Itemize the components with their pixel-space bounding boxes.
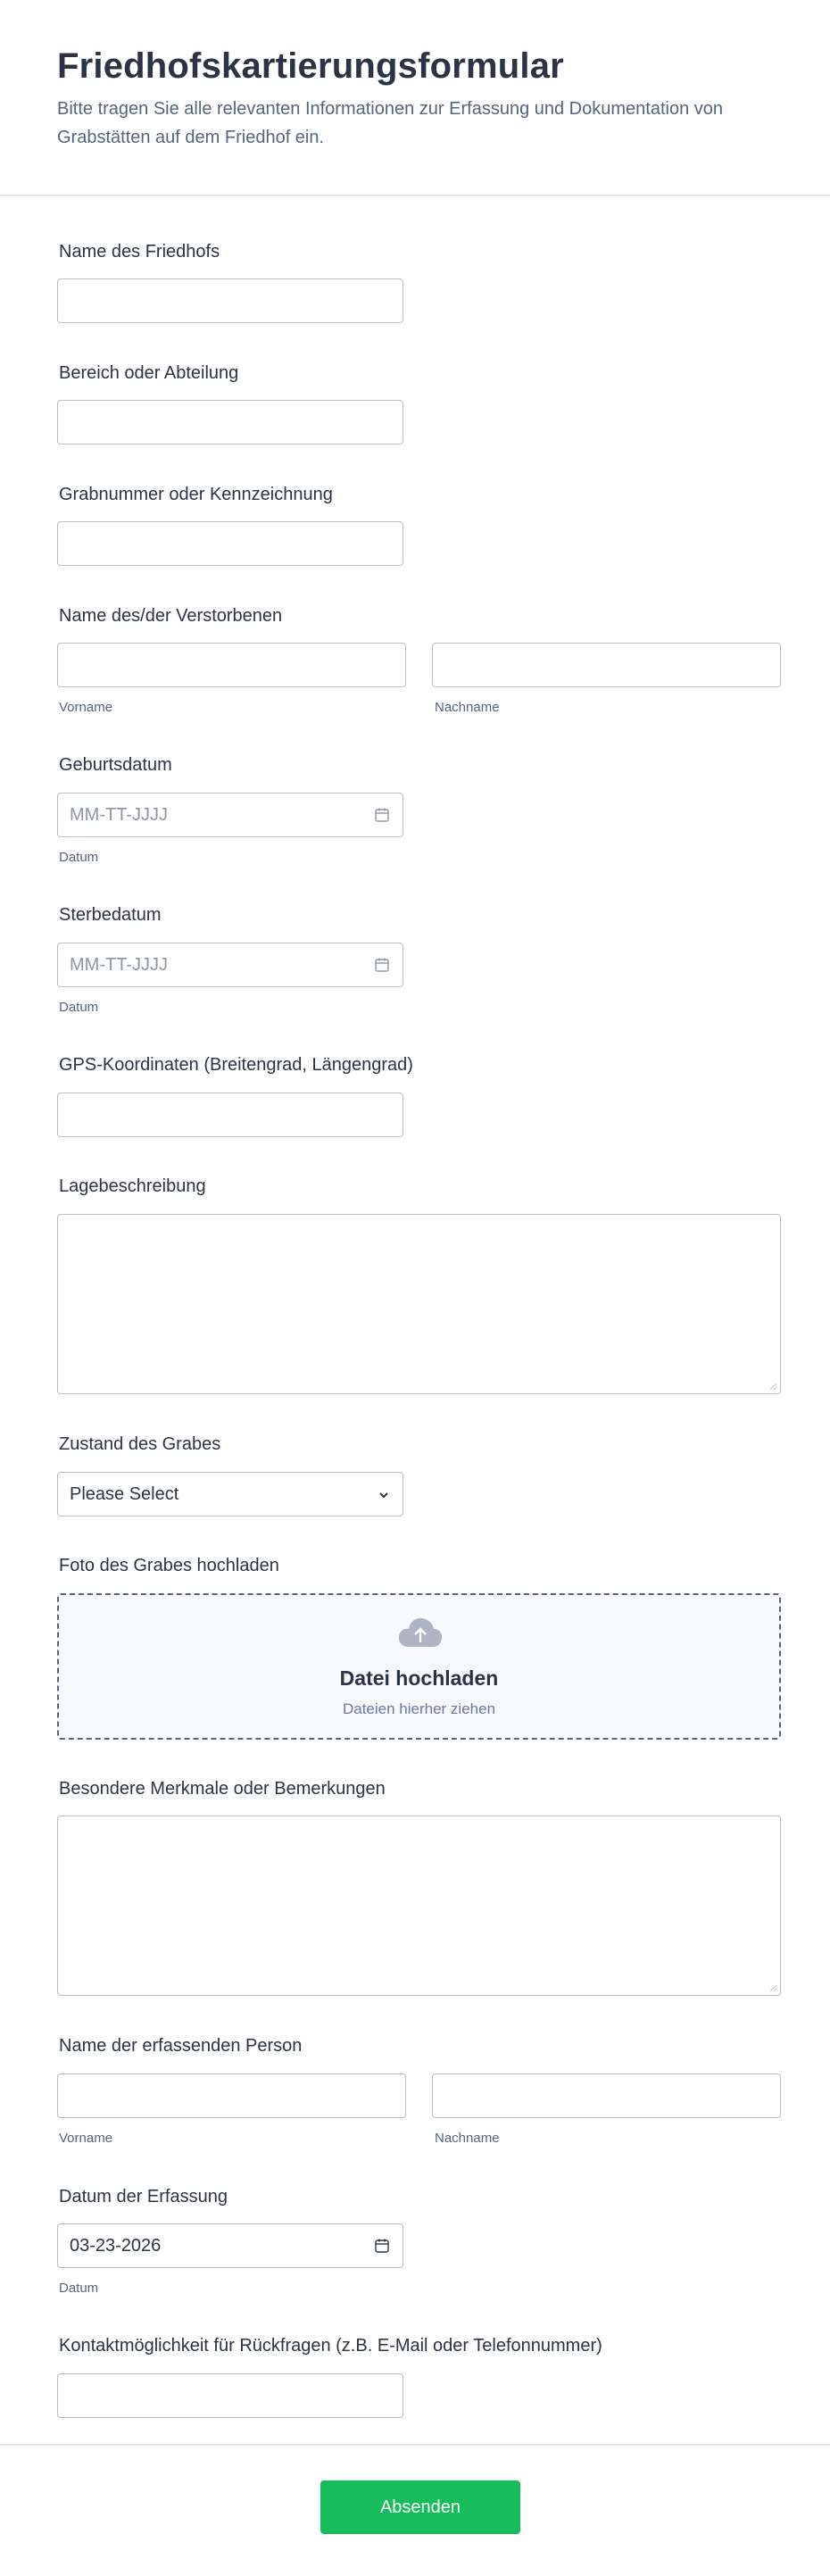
recorder-first-name-input[interactable] xyxy=(57,2073,406,2118)
location-description-textarea[interactable] xyxy=(57,1214,781,1394)
form-description: Bitte tragen Sie alle relevanten Informationen zur Erfassung und Dokumentation von Grabstätten auf dem Friedhof ein. xyxy=(57,99,723,147)
contact-label: Kontaktmöglichkeit für Rückfragen (z.B. E-Mail oder Telefonnummer) xyxy=(59,2336,602,2356)
calendar-icon[interactable] xyxy=(374,957,390,973)
cemetery-name-input[interactable] xyxy=(57,278,403,323)
cloud-upload-icon xyxy=(396,1615,444,1650)
recorder-last-name-sublabel: Nachname xyxy=(435,2131,500,2146)
birth-date-placeholder: MM-TT-JJJJ xyxy=(70,805,168,825)
recorder-name-label: Name der erfassenden Person xyxy=(59,2036,303,2056)
contact-input[interactable] xyxy=(57,2373,403,2418)
grave-number-input[interactable] xyxy=(57,521,403,566)
resize-grip-icon[interactable] xyxy=(768,1983,777,1992)
deceased-first-name-input[interactable] xyxy=(57,643,406,687)
grave-condition-label: Zustand des Grabes xyxy=(59,1434,221,1454)
birth-date-sublabel: Datum xyxy=(59,850,99,865)
submit-button[interactable]: Absenden xyxy=(320,2480,520,2534)
section-input[interactable] xyxy=(57,400,403,445)
record-date-value: 03-23-2026 xyxy=(70,2236,162,2256)
deceased-last-name-sublabel: Nachname xyxy=(435,700,500,715)
death-date-sublabel: Datum xyxy=(59,1000,99,1015)
recorder-last-name-input[interactable] xyxy=(432,2073,781,2118)
gps-label: GPS-Koordinaten (Breitengrad, Längengrad) xyxy=(59,1055,413,1075)
photo-upload-dropzone[interactable] xyxy=(57,1593,781,1740)
record-date-label: Datum der Erfassung xyxy=(59,2187,228,2206)
form-header xyxy=(0,0,830,196)
deceased-first-name-sublabel: Vorname xyxy=(59,700,113,715)
grave-condition-select[interactable] xyxy=(57,1472,403,1517)
death-date-input[interactable] xyxy=(57,943,403,987)
death-date-label: Sterbedatum xyxy=(59,905,162,925)
upload-title: Datei hochladen xyxy=(339,1666,499,1690)
photo-upload-label: Foto des Grabes hochladen xyxy=(59,1556,279,1575)
gps-input[interactable] xyxy=(57,1093,403,1137)
remarks-label: Besondere Merkmale oder Bemerkungen xyxy=(59,1779,386,1799)
record-date-sublabel: Datum xyxy=(59,2281,99,2296)
remarks-textarea[interactable] xyxy=(57,1816,781,1996)
birth-date-label: Geburtsdatum xyxy=(59,755,172,775)
grave-condition-value: Please Select xyxy=(70,1484,179,1504)
deceased-name-label: Name des/der Verstorbenen xyxy=(59,606,283,626)
resize-grip-icon[interactable] xyxy=(768,1382,777,1391)
location-description-label: Lagebeschreibung xyxy=(59,1176,206,1196)
cemetery-name-label: Name des Friedhofs xyxy=(59,242,220,262)
deceased-last-name-input[interactable] xyxy=(432,643,781,687)
chevron-down-icon xyxy=(376,1487,392,1503)
form-title: Friedhofskartierungsformular xyxy=(57,46,564,86)
birth-date-input[interactable] xyxy=(57,793,403,837)
record-date-input[interactable] xyxy=(57,2223,403,2268)
form-footer xyxy=(0,2444,830,2576)
death-date-placeholder: MM-TT-JJJJ xyxy=(70,955,168,975)
calendar-icon[interactable] xyxy=(374,2238,390,2254)
calendar-icon[interactable] xyxy=(374,807,390,823)
upload-hint: Dateien hierher ziehen xyxy=(342,1700,496,1717)
section-label: Bereich oder Abteilung xyxy=(59,363,239,383)
recorder-first-name-sublabel: Vorname xyxy=(59,2131,113,2146)
grave-number-label: Grabnummer oder Kennzeichnung xyxy=(59,485,333,504)
